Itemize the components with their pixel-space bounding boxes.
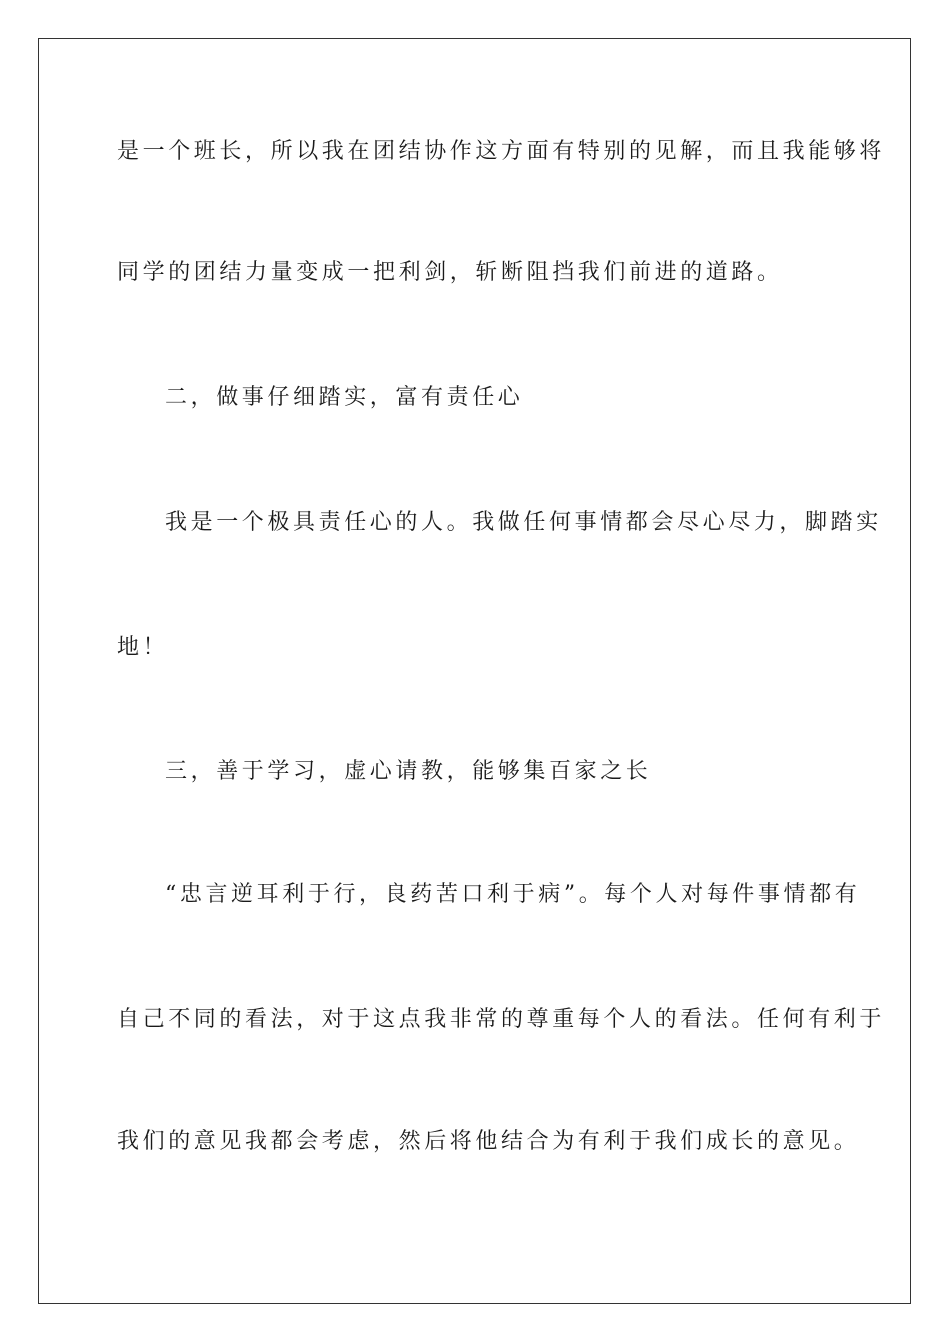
body-text-line: 我是一个极具责任心的人。我做任何事情都会尽心尽力，脚踏实 [165,510,882,535]
body-text-line: 自己不同的看法，对于这点我非常的尊重每个人的看法。任何有利于 [117,1007,886,1032]
body-text-line: 地！ [117,635,169,660]
body-text-line: “忠言逆耳利于行，良药苦口利于病”。每个人对每件事情都有 [165,882,861,907]
section-heading: 三，善于学习，虚心请教，能够集百家之长 [165,759,652,784]
body-text-line: 是一个班长，所以我在团结协作这方面有特别的见解，而且我能够将 [117,139,886,164]
section-heading: 二，做事仔细踏实，富有责任心 [165,385,524,410]
body-text-line: 我们的意见我都会考虑，然后将他结合为有利于我们成长的意见。 [117,1129,860,1154]
body-text-line: 同学的团结力量变成一把利剑，斩断阻挡我们前进的道路。 [117,260,783,285]
page-border [38,38,911,1304]
